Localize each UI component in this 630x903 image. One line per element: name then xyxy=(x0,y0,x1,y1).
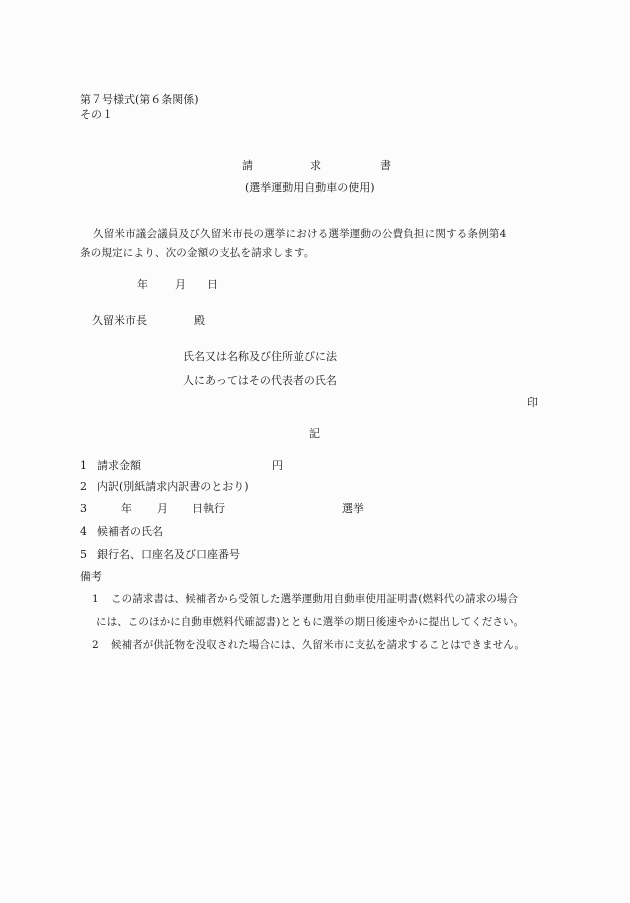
remark-number: 2 xyxy=(92,639,99,651)
date-month-label: 月 xyxy=(175,278,186,291)
item-number: 2 xyxy=(80,480,87,493)
item-month: 月 xyxy=(157,502,168,515)
intro-text-line1: 久留米市議会議員及び久留米市長の選挙における選挙運動の公費負担に関する条例第4 xyxy=(93,228,507,240)
intro-text-line2: 条の規定により、次の金額の支払を請求します。 xyxy=(80,247,315,259)
date-day-label: 日 xyxy=(207,278,218,291)
item-year: 年 xyxy=(121,502,132,515)
date-year-label: 年 xyxy=(137,278,148,291)
claimant-label-line1: 氏名又は名称及び住所並びに法 xyxy=(183,350,337,363)
remark-text-line1: 候補者が供託物を没収された場合には、久留米市に支払を請求することはできません。 xyxy=(111,639,526,651)
honorific: 殿 xyxy=(194,314,205,327)
item-number: 4 xyxy=(80,525,87,538)
remark-text-line1: この請求書は、候補者から受領した選挙運動用自動車使用証明書(燃料代の請求の場合 xyxy=(111,593,518,605)
item-number: 5 xyxy=(80,548,87,561)
remark-number: 1 xyxy=(92,593,99,605)
ki-heading: 記 xyxy=(309,427,320,440)
remarks-heading: 備考 xyxy=(80,570,102,583)
title-char-2: 求 xyxy=(310,159,321,172)
seal-mark: 印 xyxy=(527,396,538,409)
title-char-3: 書 xyxy=(380,159,391,172)
addressee: 久留米市長 xyxy=(92,314,147,327)
item-number: 1 xyxy=(80,459,87,472)
item-suffix: 選挙 xyxy=(342,502,364,515)
item-label: 請求金額 xyxy=(97,459,141,472)
item-suffix: 円 xyxy=(272,459,283,472)
title-char-1: 請 xyxy=(242,159,253,172)
form-sub-number: その１ xyxy=(80,108,113,121)
remark-text-line2: には、このほかに自動車燃料代確認書)とともに選挙の期日後速やかに提出してください。 xyxy=(96,616,525,628)
item-number: 3 xyxy=(80,502,87,515)
claimant-label-line2: 人にあってはその代表者の氏名 xyxy=(183,374,337,387)
document-subtitle: (選挙運動用自動車の使用) xyxy=(245,181,375,194)
item-label: 候補者の氏名 xyxy=(97,525,163,538)
item-day-exec: 日執行 xyxy=(192,502,225,515)
item-label: 内訳(別紙請求内訳書のとおり) xyxy=(97,480,249,493)
form-number: 第７号様式(第６条関係) xyxy=(80,93,199,106)
item-label: 銀行名、口座名及び口座番号 xyxy=(97,548,240,561)
